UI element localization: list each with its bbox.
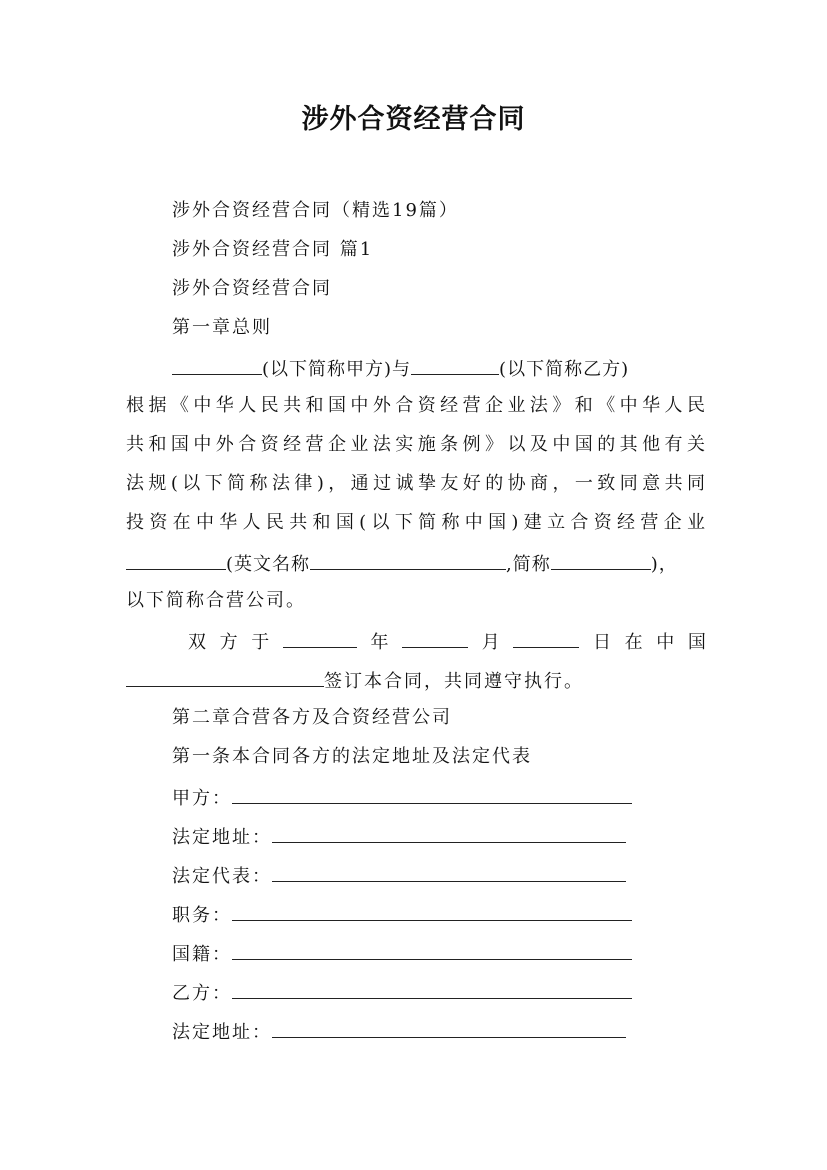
paragraph-text: 在 [624,632,643,653]
party-a-blank[interactable] [232,784,632,804]
paragraph-text: 国 [687,632,706,653]
paragraph-text: 签订本合同，共同遵守执行。 [324,671,584,692]
nationality-blank[interactable] [232,940,632,960]
paragraph-text: 双 [188,632,206,653]
year-blank[interactable] [283,628,357,648]
paragraph-text: 日 [593,632,611,653]
paragraph-line: 共和国中外合资经营企业法实施条例》以及中国的其他有关 [126,434,706,455]
position-blank[interactable] [232,901,632,921]
address-field [172,1018,752,1045]
field-label: 职务： [172,905,232,926]
paragraph-text: ,简称 [506,554,551,575]
representative-field [172,862,752,889]
paragraph-line: 根据《中华人民共和国中外合资经营企业法》和《中华人民 [126,395,706,416]
company-name-blank[interactable] [126,550,226,570]
party-b-name-blank[interactable] [411,355,499,375]
field-label: 法定代表： [172,866,272,887]
signing-date-line [188,628,706,655]
paragraph-text: 方 [219,632,238,653]
position-field [172,901,752,928]
month-blank[interactable] [402,628,468,648]
field-label: 法定地址： [172,1022,272,1043]
chapter-heading: 第二章合营各方及合资经营公司 [172,707,452,728]
paragraph-line [126,667,706,694]
section-heading: 涉外合资经营合同 篇1 [172,239,374,260]
party-b-blank[interactable] [232,979,632,999]
chapter-heading: 第一章总则 [172,317,272,338]
address-field [172,823,752,850]
paragraph-text: 于 [251,632,270,653]
paragraph-line [126,550,726,577]
paragraph-text: (以下简称乙方) [499,359,630,380]
address-blank[interactable] [272,1018,626,1038]
paragraph-text: )， [650,554,678,575]
field-label: 乙方： [172,983,232,1004]
nationality-field [172,940,752,967]
paragraph-line [172,355,708,382]
subtitle-line: 涉外合资经营合同（精选19篇） [172,200,459,221]
representative-blank[interactable] [272,862,626,882]
field-label: 法定地址： [172,827,272,848]
document-title: 涉外合资经营合同 [301,104,526,135]
signing-place-blank[interactable] [126,667,324,687]
short-name-blank[interactable] [551,550,651,570]
paragraph-line: 法规(以下简称法律)，通过诚挚友好的协商，一致同意共同 [126,473,706,494]
day-blank[interactable] [513,628,579,648]
paragraph-text: 年 [370,632,389,653]
party-a-field [172,784,752,811]
paragraph-text: 中 [656,632,675,653]
field-label: 国籍： [172,944,232,965]
contract-name-line: 涉外合资经营合同 [172,278,332,299]
paragraph-text: 月 [481,632,500,653]
paragraph-line: 以下简称合营公司。 [126,590,306,611]
paragraph-text: (以下简称甲方)与 [262,359,412,380]
paragraph-text: (英文名称 [226,554,311,575]
paragraph-line: 投资在中华人民共和国(以下简称中国)建立合资经营企业 [126,512,706,533]
party-a-name-blank[interactable] [172,355,262,375]
field-label: 甲方： [172,788,232,809]
article-heading: 第一条本合同各方的法定地址及法定代表 [172,746,532,767]
address-blank[interactable] [272,823,626,843]
english-name-blank[interactable] [310,550,506,570]
party-b-field [172,979,752,1006]
